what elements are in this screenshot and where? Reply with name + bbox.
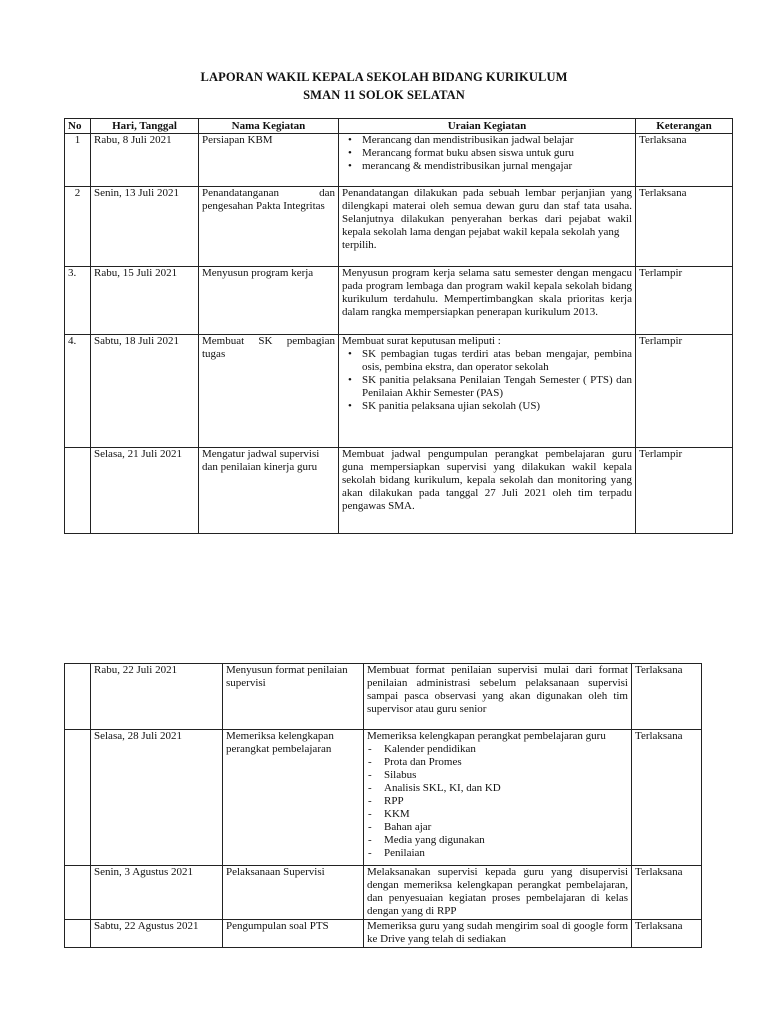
- row-status: Terlaksana: [636, 187, 733, 267]
- table-row: [65, 134, 733, 187]
- row-description: Membuat jadwal pengumpulan perangkat pembelajaran guru guna mempersiapkan supervisi yang dilakukan wakil kepala sekolah bidang kurikulum, kepala sekolah dan monitoring yang akan dilakukan pada tanggal 27 Juli 2021 oleh tim terpadu pengawas SMA.: [339, 448, 636, 534]
- row-description: [339, 187, 636, 267]
- row-no: [65, 866, 91, 920]
- table-row: [65, 730, 702, 866]
- activity-table-continued: [64, 663, 702, 948]
- list-item: • SK pembagian tugas terdiri atas beban mengajar, pembina osis, pembina ekstra, dan operator sekolah: [342, 348, 632, 374]
- row-status: Terlaksana: [632, 664, 702, 730]
- header-date: Hari, Tanggal: [91, 119, 199, 134]
- row-description: [339, 134, 636, 187]
- row-no: [65, 730, 91, 866]
- row-status: Terlampir: [636, 335, 733, 448]
- list-item: - Prota dan Promes: [367, 756, 628, 769]
- school-name: SMAN 11 SOLOK SELATAN: [303, 88, 465, 102]
- list-item: - Kalender pendidikan: [367, 743, 628, 756]
- row-activity-name: Menyusun format penilaian supervisi: [223, 664, 364, 730]
- row-date: Selasa, 21 Juli 2021: [91, 448, 199, 534]
- row-activity-name: Pengumpulan soal PTS: [223, 920, 364, 948]
- row-date: Rabu, 22 Juli 2021: [91, 664, 223, 730]
- row-no: 2: [65, 187, 91, 267]
- row-description: Menyusun program kerja selama satu semester dengan mengacu pada program lembaga dan program wakil kepala sekolah bidang kurikulum terdahulu. Mempertimbangkan skala prioritas kerja dalam rangka mempersiapkan penerapan kurikulum 2013.: [339, 267, 636, 335]
- list-item: • SK panitia pelaksana ujian sekolah (US): [342, 400, 632, 413]
- header-status: Keterangan: [636, 119, 733, 134]
- row-date: Rabu, 8 Juli 2021: [91, 134, 199, 187]
- row-status: Terlampir: [636, 267, 733, 335]
- list-item: - Silabus: [367, 769, 628, 782]
- description-text-cont: terpilih.: [342, 239, 377, 251]
- row-no: 3.: [65, 267, 91, 335]
- row-description: Melaksanakan supervisi kepada guru yang disupervisi dengan memeriksa kelengkapan perangkat pembelajaran, dan penyesuaian kegiatan proses pembelajaran di kelas dengan yang di RPP: [364, 866, 632, 920]
- row-status: Terlaksana: [636, 134, 733, 187]
- row-activity-name: Mengatur jadwal supervisi dan penilaian kinerja guru: [199, 448, 339, 534]
- row-description: Memeriksa guru yang sudah mengirim soal di google form ke Drive yang telah di sediakan: [364, 920, 632, 948]
- row-status: Terlampir: [636, 448, 733, 534]
- list-item: - RPP: [367, 795, 628, 808]
- row-description: [364, 730, 632, 866]
- description-intro: Membuat surat keputusan meliputi :: [342, 335, 501, 347]
- description-text: Penandatangan dilakukan pada sebuah lembar perjanjian yang dilengkapi materai oleh semua dewan guru dan staf tata usaha. Selanjutnya dilakukan penyerahan berkas dari pejabat wakil kepala sekolah lama dengan pejabat wakil kepala sekolah yang: [342, 187, 632, 238]
- table-row: [65, 448, 733, 534]
- row-date: Rabu, 15 Juli 2021: [91, 267, 199, 335]
- row-activity-name: Persiapan KBM: [199, 134, 339, 187]
- list-item: • merancang & mendistribusikan jurnal mengajar: [342, 160, 632, 173]
- table-row: [65, 335, 733, 448]
- description-intro: Memeriksa kelengkapan perangkat pembelajaran guru: [367, 730, 606, 742]
- row-activity-name: Membuat SK pembagian tugas: [199, 335, 339, 448]
- row-date: Sabtu, 18 Juli 2021: [91, 335, 199, 448]
- row-no: [65, 664, 91, 730]
- list-item: - Bahan ajar: [367, 821, 628, 834]
- row-activity-name: Pelaksanaan Supervisi: [223, 866, 364, 920]
- list-item: - Media yang digunakan: [367, 834, 628, 847]
- table-row: [65, 664, 702, 730]
- row-no: 4.: [65, 335, 91, 448]
- table-row: [65, 187, 733, 267]
- list-item: • Merancang format buku absen siswa untuk guru: [342, 147, 632, 160]
- row-status: Terlaksana: [632, 920, 702, 948]
- report-title: LAPORAN WAKIL KEPALA SEKOLAH BIDANG KURIKULUM: [200, 70, 568, 84]
- row-description: Membuat format penilaian supervisi mulai dari format penilaian administrasi sebelum pelaksanaan supervisi sampai pasca observasi yang akan digunakan oleh tim supervisor atau guru senior: [364, 664, 632, 730]
- table-row: [65, 920, 702, 948]
- row-description: [339, 335, 636, 448]
- row-no: [65, 448, 91, 534]
- table-row: [65, 267, 733, 335]
- row-activity-name: Memeriksa kelengkapan perangkat pembelajaran: [223, 730, 364, 866]
- row-activity-name: Penandatanganan dan pengesahan Pakta Integritas: [199, 187, 339, 267]
- row-date: Senin, 13 Juli 2021: [91, 187, 199, 267]
- row-date: Sabtu, 22 Agustus 2021: [91, 920, 223, 948]
- row-status: Terlaksana: [632, 866, 702, 920]
- row-status: Terlaksana: [632, 730, 702, 866]
- header-no: No: [65, 119, 91, 134]
- row-no: 1: [65, 134, 91, 187]
- row-no: [65, 920, 91, 948]
- list-item: - Penilaian: [367, 847, 628, 860]
- list-item: • SK panitia pelaksana Penilaian Tengah Semester ( PTS) dan Penilaian Akhir Semester (PAS): [342, 374, 632, 400]
- row-date: Selasa, 28 Juli 2021: [91, 730, 223, 866]
- list-item: - KKM: [367, 808, 628, 821]
- header-activity-name: Nama Kegiatan: [199, 119, 339, 134]
- row-activity-name: Menyusun program kerja: [199, 267, 339, 335]
- table-header-row: [65, 119, 733, 134]
- row-date: Senin, 3 Agustus 2021: [91, 866, 223, 920]
- activity-table: [64, 118, 733, 534]
- table-row: [65, 866, 702, 920]
- list-item: • Merancang dan mendistribusikan jadwal belajar: [342, 134, 632, 147]
- header-activity-description: Uraian Kegiatan: [339, 119, 636, 134]
- list-item: - Analisis SKL, KI, dan KD: [367, 782, 628, 795]
